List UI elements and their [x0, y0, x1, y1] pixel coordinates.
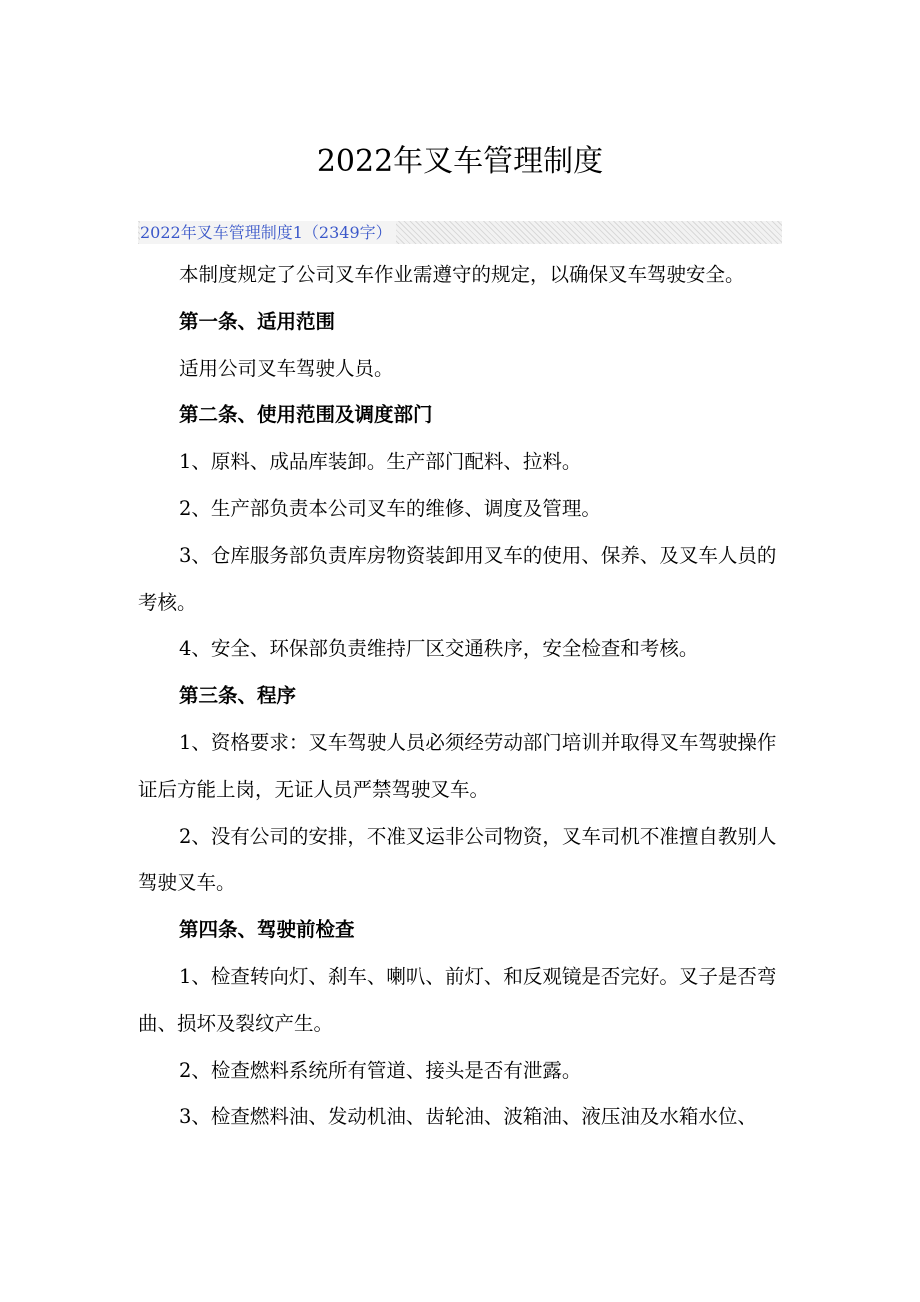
paragraph: 2、生产部负责本公司叉车的维修、调度及管理。 — [179, 496, 601, 520]
paragraph: 本制度规定了公司叉车作业需遵守的规定，以确保叉车驾驶安全。 — [179, 263, 745, 286]
paragraph: 3、仓库服务部负责库房物资装卸用叉车的使用、保养、及叉车人员的考核。 — [138, 543, 777, 614]
section-heading: 第一条、适用范围 — [179, 309, 336, 333]
paragraph: 1、资格要求：叉车驾驶人员必须经劳动部门培训并取得叉车驾驶操作证后方能上岗，无证人员严禁驾驶叉车。 — [138, 730, 777, 801]
section-heading: 第二条、使用范围及调度部门 — [179, 403, 433, 427]
paragraph: 3、检查燃料油、发动机油、齿轮油、波箱油、液压油及水箱水位、 — [179, 1105, 757, 1129]
toc-link[interactable]: 2022年叉车管理制度1（2349字） — [140, 221, 396, 244]
paragraph: 2、检查燃料系统所有管道、接头是否有泄露。 — [179, 1058, 582, 1082]
paragraph: 1、检查转向灯、刹车、喇叭、前灯、和反观镜是否完好。叉子是否弯曲、损坏及裂纹产生。 — [138, 964, 777, 1035]
paragraph: 2、没有公司的安排，不准叉运非公司物资，叉车司机不准擅自教别人驾驶叉车。 — [138, 824, 777, 895]
document-body — [138, 252, 788, 1141]
section-heading: 第三条、程序 — [179, 684, 297, 708]
paragraph: 适用公司叉车驾驶人员。 — [179, 356, 394, 380]
paragraph: 1、原料、成品库装卸。生产部门配料、拉料。 — [179, 450, 582, 474]
document-title: 2022年叉车管理制度 — [316, 144, 604, 179]
section-heading: 第四条、驾驶前检查 — [179, 918, 355, 942]
paragraph: 4、安全、环保部负责维持厂区交通秩序，安全检查和考核。 — [179, 637, 699, 661]
